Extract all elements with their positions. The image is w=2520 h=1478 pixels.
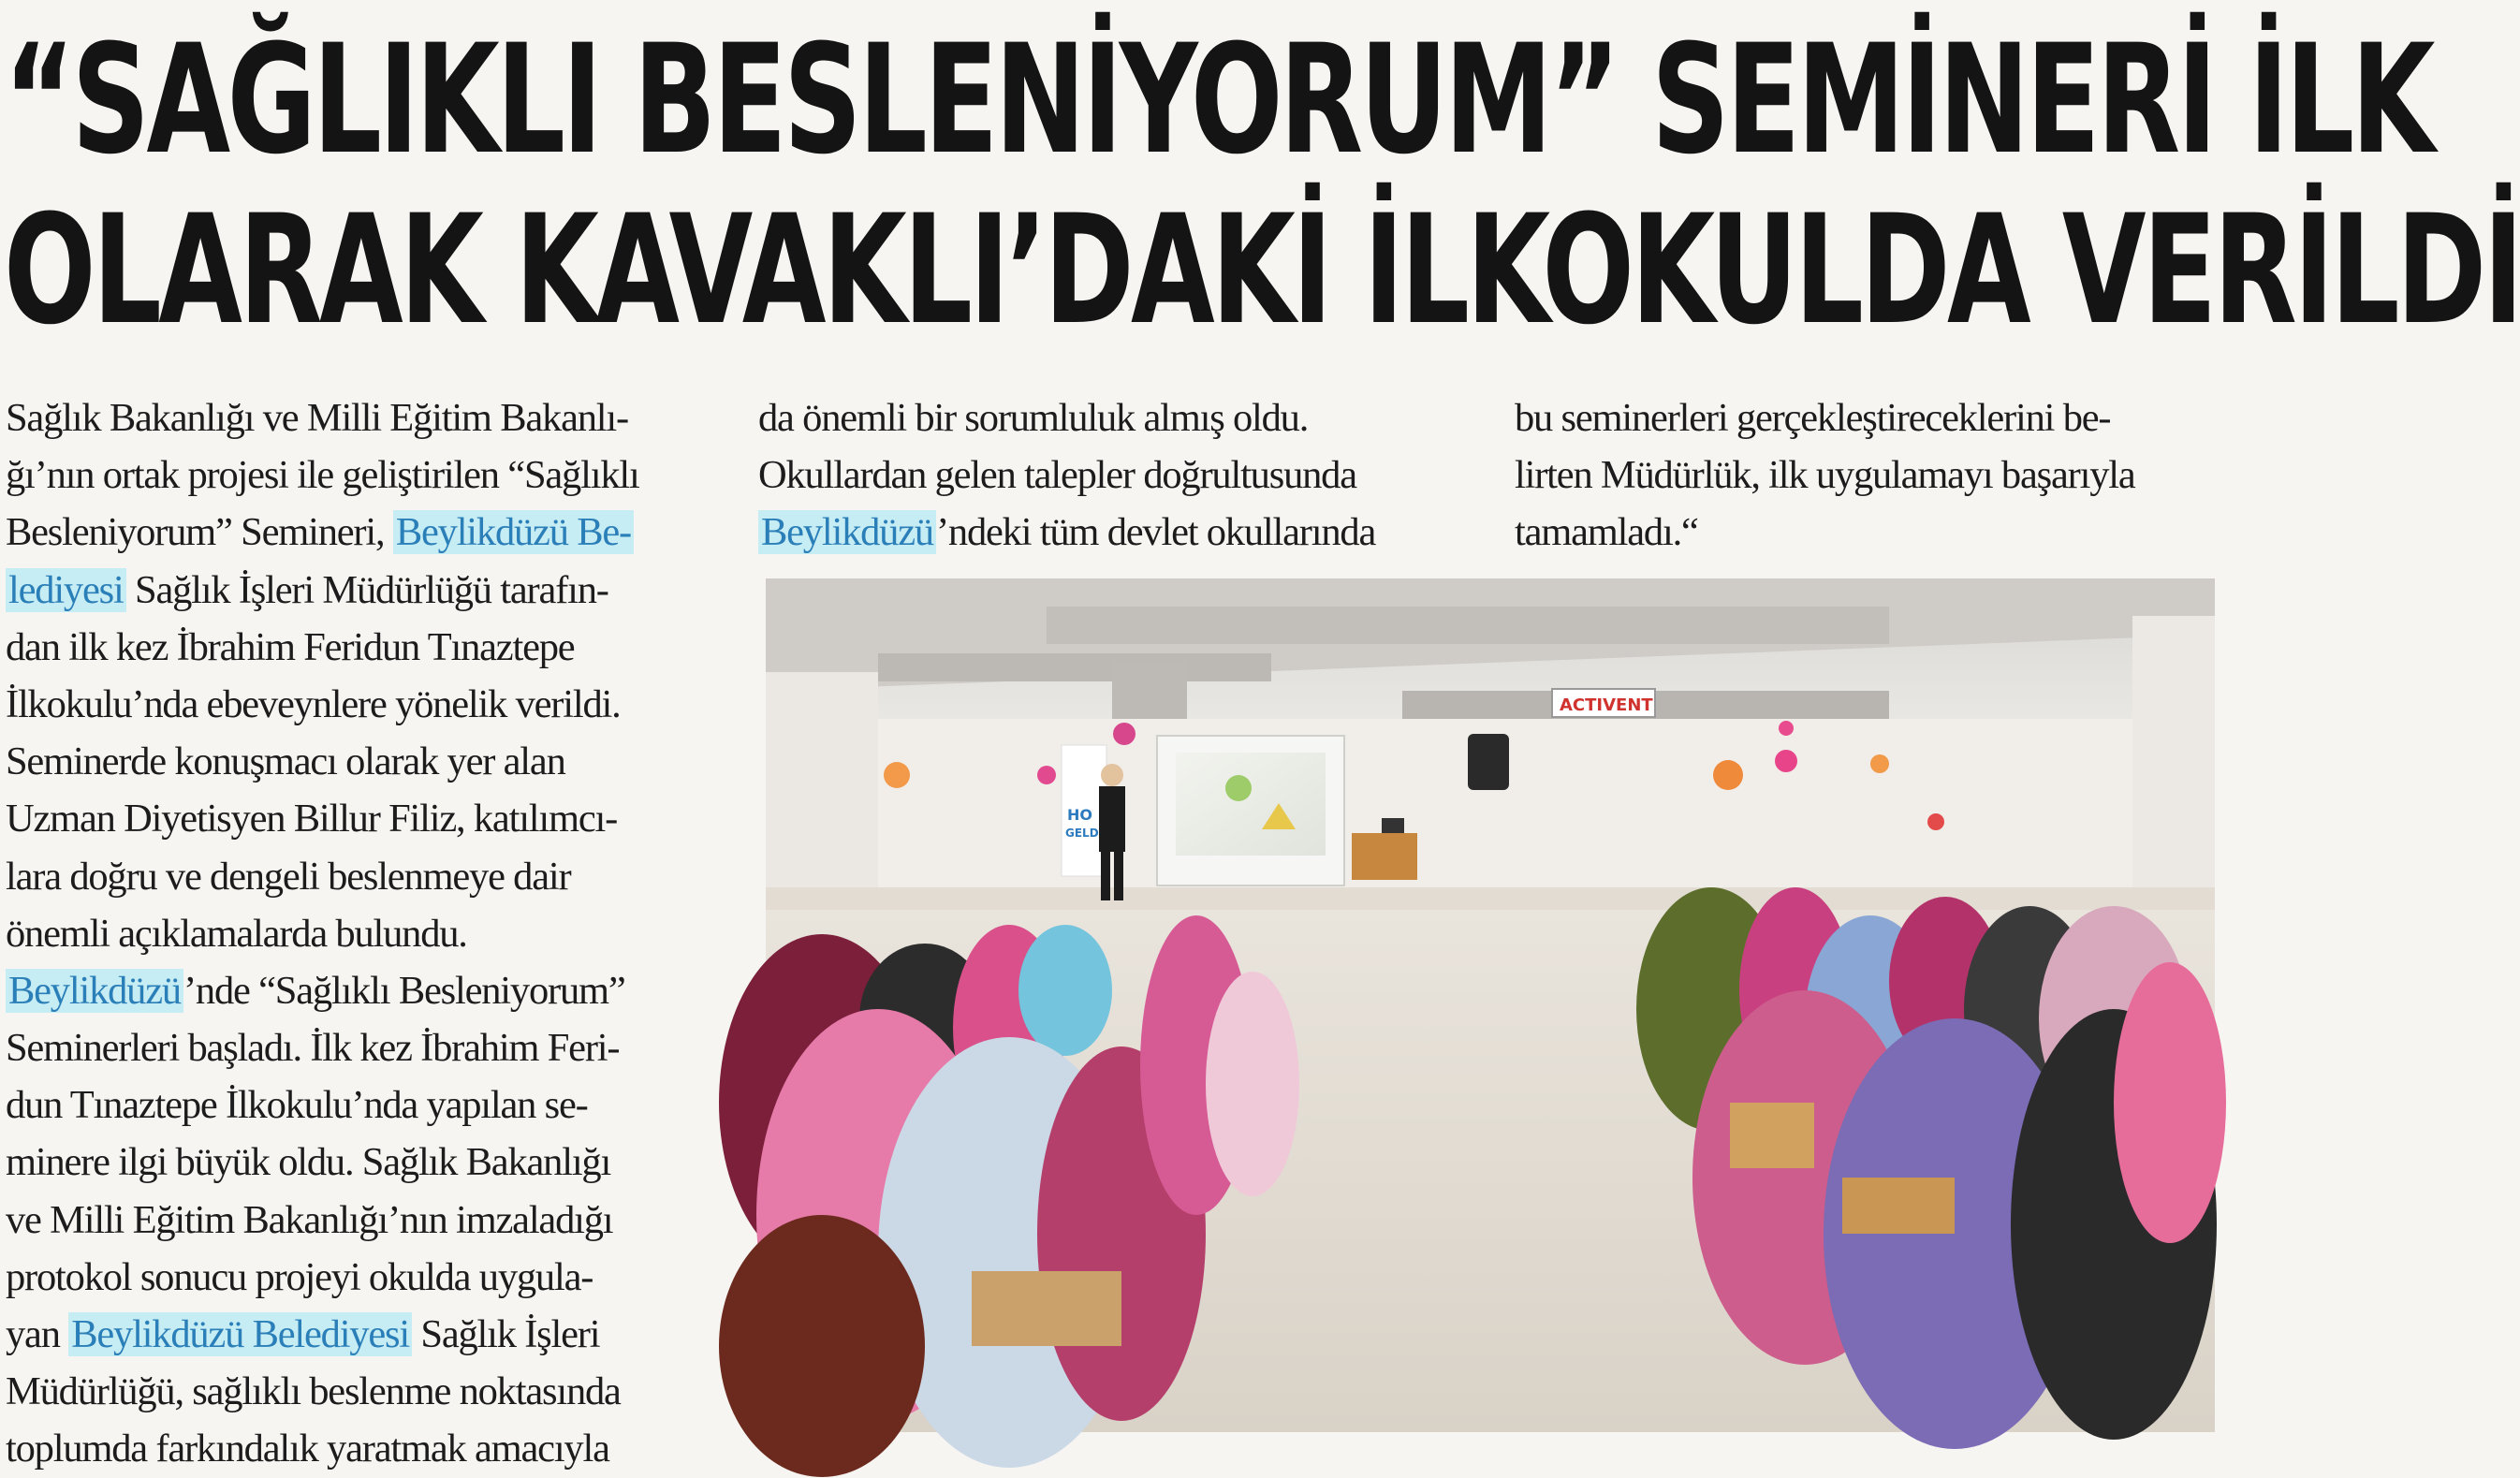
highlighted-text: lediyesi <box>6 568 126 612</box>
article-column-2 <box>758 389 1498 562</box>
line-text: protokol sonucu projeyi okulda uygula- <box>6 1254 593 1299</box>
article-column-1 <box>6 389 755 1478</box>
line-text: dan ilk kez İbrahim Feridun Tınaztepe <box>6 624 575 669</box>
article-line <box>758 446 1498 504</box>
article-line <box>6 389 755 446</box>
line-text: Okullardan gelen talepler doğrultusunda <box>758 453 1356 498</box>
article-column-3 <box>1515 389 2240 562</box>
article-line <box>758 504 1498 561</box>
line-text: ’nde “Sağlıklı Besleniyorum” <box>183 968 625 1013</box>
activent-sign: ACTIVENT <box>1560 695 1653 715</box>
headline <box>4 12 2520 358</box>
article-line <box>6 1306 755 1363</box>
seminar-photo <box>766 578 2215 1432</box>
article-line <box>6 446 755 504</box>
line-text: yan <box>6 1312 69 1356</box>
article-line <box>1515 446 2240 504</box>
line-text: ve Milli Eğitim Bakanlığı’nın imzaladığı <box>6 1197 613 1242</box>
article-line <box>6 504 755 561</box>
highlighted-text: Beylikdüzü <box>6 969 183 1013</box>
article-line <box>6 848 755 905</box>
line-text: da önemli bir sorumluluk almış oldu. <box>758 396 1309 440</box>
article-line <box>6 733 755 790</box>
banner-text-1: HO <box>1067 806 1092 824</box>
article-line <box>6 562 755 619</box>
banner-text-2: GELD <box>1065 827 1099 840</box>
article-line <box>1515 504 2240 561</box>
line-text: Uzman Diyetisyen Billur Filiz, katılımcı- <box>6 797 618 841</box>
highlighted-text: Beylikdüzü <box>758 510 936 554</box>
highlighted-text: Beylikdüzü Belediyesi <box>68 1312 412 1356</box>
article-line <box>6 905 755 962</box>
line-text: Müdürlüğü, sağlıklı beslenme noktasında <box>6 1369 621 1414</box>
highlighted-text: Beylikdüzü Be- <box>393 510 634 554</box>
line-text: lara doğru ve dengeli beslenmeye dair <box>6 854 571 899</box>
line-text: Seminerleri başladı. İlk kez İbrahim Feri- <box>6 1026 620 1071</box>
line-text: lirten Müdürlük, ilk uygulamayı başarıyla <box>1515 453 2135 498</box>
line-text: minere ilgi büyük oldu. Sağlık Bakanlığı <box>6 1140 611 1185</box>
line-text: İlkokulu’nda ebeveynlere yönelik verildi. <box>6 681 621 726</box>
article-line <box>1515 389 2240 446</box>
headline-line-2: OLARAK KAVAKLI’DAKİ İLKOKULDA VERİLDİ <box>4 183 2520 358</box>
line-text: Sağlık İşleri <box>411 1312 600 1356</box>
line-text: tamamladı.“ <box>1515 510 1698 555</box>
line-text: toplumda farkındalık yaratmak amacıyla <box>6 1427 609 1471</box>
article-line <box>6 1134 755 1191</box>
line-text: Sağlık İşleri Müdürlüğü tarafın- <box>125 567 608 612</box>
article-line <box>6 1363 755 1420</box>
line-text: bu seminerleri gerçekleştireceklerini be- <box>1515 396 2111 440</box>
line-text: Sağlık Bakanlığı ve Milli Eğitim Bakanlı- <box>6 396 628 440</box>
article-line <box>6 1420 755 1477</box>
line-text: ’ndeki tüm devlet okullarında <box>935 510 1376 555</box>
article-line <box>6 962 755 1019</box>
line-text: önemli açıklamalarda bulundu. <box>6 911 467 956</box>
line-text: Besleniyorum” Semineri, <box>6 510 393 555</box>
article-line <box>6 1192 755 1249</box>
article-line <box>6 619 755 676</box>
article-line <box>6 790 755 847</box>
line-text: ğı’nın ortak projesi ile geliştirilen “Sağlıklı <box>6 453 639 498</box>
headline-line-1: “SAĞLIKLI BESLENİYORUM” SEMİNERİ İLK <box>4 12 2432 187</box>
article-line <box>6 1249 755 1306</box>
article-line <box>6 1076 755 1134</box>
line-text: Seminerde konuşmacı olarak yer alan <box>6 739 565 784</box>
article-line <box>758 389 1498 446</box>
line-text: dun Tınaztepe İlkokulu’nda yapılan se- <box>6 1083 588 1128</box>
article-line <box>6 676 755 733</box>
article-line <box>6 1019 755 1076</box>
